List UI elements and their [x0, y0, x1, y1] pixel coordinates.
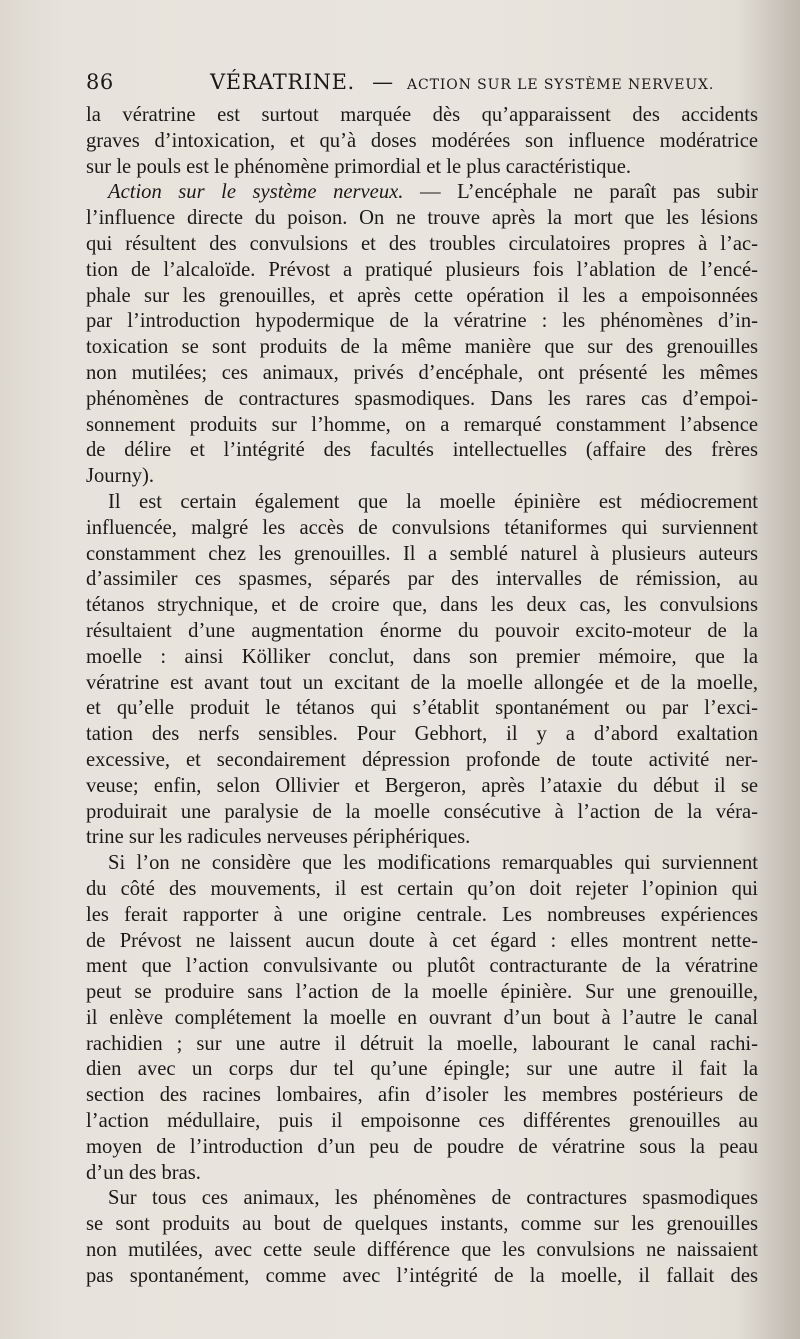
text-line: [86, 464, 758, 490]
text-line: [86, 567, 758, 593]
line-text: ment que l’action convulsivante ou plutôt contracturante de la vératrine: [86, 955, 758, 978]
text-line: [86, 645, 758, 671]
line-text: produirait une paralysie de la moelle consécutive à l’action de la véra-: [86, 800, 758, 823]
line-text: Journy).: [86, 465, 155, 488]
line-text: moelle : ainsi Kölliker conclut, dans son premier mémoire, que la: [86, 645, 758, 668]
line-text: dien avec un corps dur tel qu’une épingle; sur une autre il fait la: [86, 1058, 758, 1081]
text-line: [86, 1161, 758, 1187]
line-text: se sont produits au bout de quelques instants, comme sur les grenouilles: [86, 1213, 758, 1236]
text-line: [86, 748, 758, 774]
line-text: moyen de l’introduction d’un peu de poudre de vératrine sous la peau: [86, 1135, 758, 1158]
text-line: [86, 413, 758, 439]
line-text: de Prévost ne laissent aucun doute à cet égard : elles montrent nette-: [86, 929, 758, 952]
text-line: [86, 722, 758, 748]
text-line: [86, 1057, 758, 1083]
line-text: graves d’intoxication, et qu’à doses modérées son influence modératrice: [86, 129, 758, 152]
line-text: rachidien ; sur une autre il détruit la moelle, labourant le canal rachi-: [86, 1032, 758, 1055]
line-text: du côté des mouvements, il est certain qu’on doit rejeter l’opinion qui: [86, 877, 758, 900]
running-header: [86, 70, 758, 98]
text-line: [86, 335, 758, 361]
line-text: non mutilées; ces animaux, privés d’encéphale, ont présenté les mêmes: [86, 361, 758, 384]
line-text: Si l’on ne considère que les modifications remarquables qui surviennent: [108, 852, 758, 875]
line-text: d’assimiler ces spasmes, séparés par des intervalles de rémission, au: [86, 568, 758, 591]
text-line: [86, 774, 758, 800]
chapter-title: VÉRATRINE.: [210, 70, 355, 94]
running-title: [210, 70, 714, 94]
text-line: [86, 877, 758, 903]
text-line: [86, 1264, 758, 1290]
line-text: influencée, malgré les accès de convulsions tétaniformes qui surviennent: [86, 516, 758, 539]
line-text: et qu’elle produit le tétanos qui s’établit spontanément ou par l’exci-: [86, 697, 758, 720]
text-line: [86, 800, 758, 826]
line-text: par l’introduction hypodermique de la vératrine : les phénomènes d’in-: [86, 310, 758, 333]
text-line: [86, 619, 758, 645]
text-line: [86, 284, 758, 310]
text-line: [86, 180, 758, 206]
line-text: phénomènes de contractures spasmodiques. Dans les rares cas d’empoi-: [86, 387, 758, 410]
line-text: les ferait rapporter à une origine centrale. Les nombreuses expériences: [86, 903, 758, 926]
text-line: [86, 155, 758, 181]
line-text: d’un des bras.: [86, 1161, 201, 1184]
line-text: de délire et l’intégrité des facultés intellectuelles (affaire des frères: [86, 439, 758, 462]
text-line: [86, 129, 758, 155]
text-line: [86, 206, 758, 232]
text-line: [86, 232, 758, 258]
line-text: il enlève complétement la moelle en ouvrant d’un bout à l’autre le canal: [86, 1006, 758, 1029]
line-text: résultaient d’une augmentation énorme du pouvoir excito-moteur de la: [86, 619, 758, 642]
text-line: [86, 825, 758, 851]
text-line: [86, 1006, 758, 1032]
text-line: [86, 980, 758, 1006]
line-text: — L’encéphale ne paraît pas subir: [403, 181, 758, 204]
text-line: [86, 309, 758, 335]
text-line: [86, 516, 758, 542]
line-text: l’action médullaire, puis il empoisonne ces différentes grenouilles au: [86, 1110, 758, 1133]
text-line: [86, 542, 758, 568]
line-text: section des racines lombaires, afin d’isoler les membres postérieurs de: [86, 1084, 758, 1107]
text-line: [86, 671, 758, 697]
section-title: ACTION SUR LE SYSTÈME NERVEUX.: [407, 77, 715, 93]
text-line: [86, 929, 758, 955]
line-text: constamment chez les grenouilles. Il a semblé naturel à plusieurs auteurs: [86, 542, 758, 565]
text-line: [86, 387, 758, 413]
line-text: tation des nerfs sensibles. Pour Gebhort, il y a d’abord exaltation: [86, 723, 758, 746]
text-line: [86, 593, 758, 619]
text-line: [86, 1032, 758, 1058]
line-text: sonnement produits sur l’homme, on a remarqué constamment l’absence: [86, 413, 758, 436]
line-text: veuse; enfin, selon Ollivier et Bergeron, après l’ataxie du début il se: [86, 774, 758, 797]
title-dash: —: [372, 70, 394, 94]
line-text: l’influence directe du poison. On ne trouve après la mort que les lésions: [86, 207, 758, 230]
text-line: [86, 490, 758, 516]
line-text: Sur tous ces animaux, les phénomènes de contractures spasmodiques: [108, 1187, 758, 1210]
text-line: [86, 954, 758, 980]
line-text: qui résultent des convulsions et des troubles circulatoires propres à l’ac-: [86, 232, 758, 255]
text-line: [86, 1083, 758, 1109]
text-line: [86, 1135, 758, 1161]
text-line: [86, 258, 758, 284]
text-line: [86, 361, 758, 387]
line-text: tétanos strychnique, et de croire que, dans les deux cas, les convulsions: [86, 594, 758, 617]
text-line: [86, 851, 758, 877]
line-text: vératrine est avant tout un excitant de la moelle allongée et de la moelle,: [86, 671, 758, 694]
line-text: toxication se sont produits de la même manière que sur des grenouilles: [86, 336, 758, 359]
line-text: peut se produire sans l’action de la moelle épinière. Sur une grenouille,: [86, 981, 758, 1004]
section-heading-italic: Action sur le système nerveux.: [108, 181, 404, 204]
body-text: [86, 103, 758, 1290]
line-text: Il est certain également que la moelle épinière est médiocrement: [108, 490, 758, 513]
line-text: pas spontanément, comme avec l’intégrité de la moelle, il fallait des: [86, 1264, 758, 1287]
text-line: [86, 103, 758, 129]
text-line: [86, 696, 758, 722]
text-line: [86, 1212, 758, 1238]
line-text: non mutilées, avec cette seule différence que les convulsions ne naissaient: [86, 1239, 758, 1262]
text-line: [86, 903, 758, 929]
line-text: tion de l’alcaloïde. Prévost a pratiqué plusieurs fois l’ablation de l’encé-: [86, 258, 758, 281]
line-text: la vératrine est surtout marquée dès qu’apparaissent des accidents: [86, 104, 758, 126]
line-text: trine sur les radicules nerveuses périphériques.: [86, 826, 471, 849]
line-text: excessive, et secondairement dépression profonde de toute activité ner-: [86, 748, 758, 771]
line-text: sur le pouls est le phénomène primordial et le plus caractéristique.: [86, 155, 631, 178]
text-line: [86, 438, 758, 464]
text-line: [86, 1238, 758, 1264]
line-text: phale sur les grenouilles, et après cette opération il les a empoisonnées: [86, 284, 758, 307]
text-line: [86, 1109, 758, 1135]
text-line: [86, 1186, 758, 1212]
page-number: 86: [86, 70, 114, 94]
